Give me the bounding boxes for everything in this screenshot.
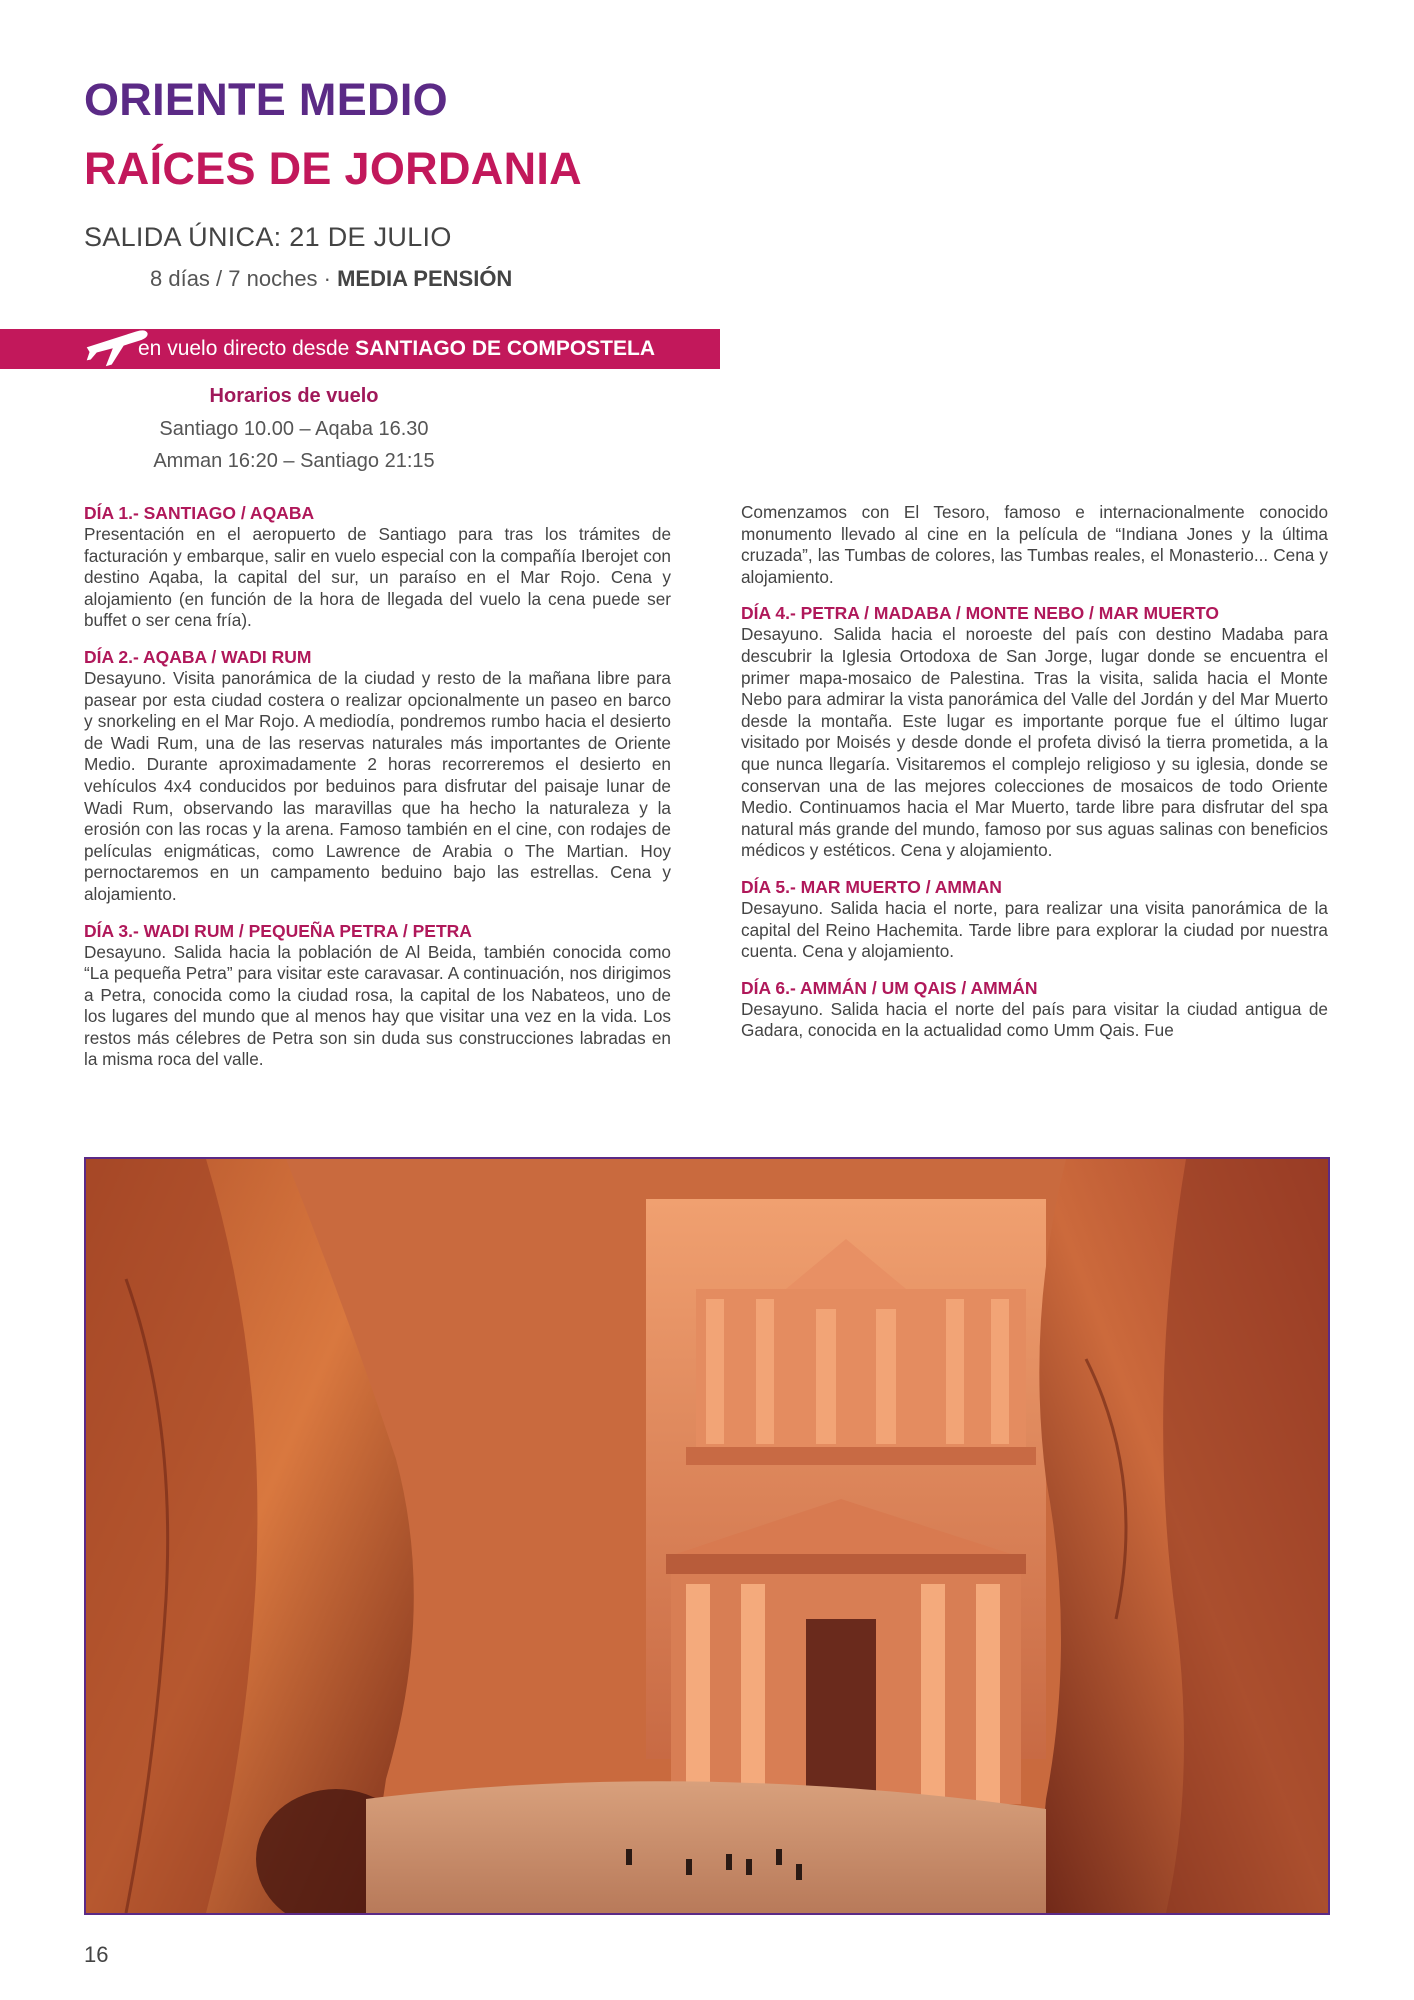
day-text: Comenzamos con El Tesoro, famoso e internacionalmente conocido monumento llevado al cine en la película de “Indiana Jones y la última cruzada”, las Tumbas de colores, las Tumbas reales, el Monasterio... Cena y alojamiento. [741,502,1328,587]
flight-band-text [138,337,655,361]
day-title: DÍA 3.- WADI RUM / PEQUEÑA PETRA / PETRA [84,920,472,941]
day-title: DÍA 2.- AQABA / WADI RUM [84,646,312,667]
flight-band [0,329,720,369]
page-number: 16 [84,1942,109,1967]
duration-line [150,266,512,292]
treasury-petra-photo [84,1157,1330,1915]
tour-title: RAÍCES DE JORDANIA [84,143,582,194]
itinerary-column-left [84,502,671,1085]
schedule-line: Santiago 10.00 – Aqaba 16.30 [159,418,429,440]
flight-origin: SANTIAGO DE COMPOSTELA [355,337,656,360]
board-type: MEDIA PENSIÓN [337,266,513,291]
day-text: Desayuno. Salida hacia el norte del país para visitar la ciudad antigua de Gadara, conocida en la actualidad como Umm Qais. Fue [741,998,1328,1041]
schedule-title: Horarios de vuelo [209,385,379,407]
departure-date: SALIDA ÚNICA: 21 DE JULIO [84,222,452,252]
duration-text: 8 días / 7 noches · [150,266,338,291]
schedule-line: Amman 16:20 – Santiago 21:15 [153,450,435,472]
itinerary-column-right [741,502,1328,1056]
day-title: DÍA 1.- SANTIAGO / AQABA [84,503,315,523]
day-title: DÍA 6.- AMMÁN / UM QAIS / AMMÁN [741,977,1038,998]
day-text: Desayuno. Salida hacia la población de Al Beida, también conocida como “La pequeña Petra” para visitar este caravasar. A continuación, nos dirigimos a Petra, conocida como la ciudad rosa, la capital de los Nabateos, uno de los lugares del mundo que al menos hay que visitar una vez en la vida. Los restos más célebres de Petra son sin duda sus construcciones labradas en la misma roca del valle. [84,941,671,1070]
day-text: Desayuno. Salida hacia el noroeste del país con destino Madaba para descubrir la Iglesia Ortodoxa de San Jorge, lugar donde se encuentra el primer mapa-mosaico de Palestina. Tras la visita, salida hacia el Monte Nebo para admirar la vista panorámica del Valle del Jordán y del Mar Muerto desde la montaña. Este lugar es importante porque fue el último lugar visitado por Moisés y desde donde el profeta divisó la tierra prometida, a la que nunca llegaría. Visitaremos el complejo religioso y su iglesia, donde se conservan una de las mejores colecciones de mosaicos de todo Oriente Medio. Continuamos hacia el Mar Muerto, tarde libre para disfrutar del spa natural más grande del mundo, famoso por sus aguas salinas con beneficios médicos y estéticos. Cena y alojamiento. [741,624,1328,861]
flight-prefix: en vuelo directo desde [138,337,356,360]
day-text: Presentación en el aeropuerto de Santiago para tras los trámites de facturación y embarque, salir en vuelo especial con la compañía Iberojet con destino Aqaba, la capital del sur, un paraíso en el Mar Rojo. Cena y alojamiento (en función de la hora de llegada del vuelo la cena puede ser buffet o ser cena fría). [84,524,671,631]
region-title: ORIENTE MEDIO [84,74,448,125]
day-text: Desayuno. Salida hacia el norte, para realizar una visita panorámica de la capital del Reino Hachemita. Tarde libre para explorar la ciudad por nuestra cuenta. Cena y alojamiento. [741,897,1328,962]
day-title: DÍA 5.- MAR MUERTO / AMMAN [741,876,1002,897]
day-text: Desayuno. Visita panorámica de la ciudad y resto de la mañana libre para pasear por esta ciudad costera o realizar opcionalmente un paseo en barco y snorkeling en el Mar Rojo. A mediodía, pondremos rumbo hacia el desierto de Wadi Rum, una de las reservas naturales más importantes de Oriente Medio. Durante aproximadamente 2 horas recorreremos el desierto en vehículos 4x4 conducidos por beduinos para disfrutar del paisaje lunar de Wadi Rum, observando las maravillas que ha hecho la naturaleza y la erosión con las rocas y la arena. Famoso también en el cine, con rodajes de películas enigmáticas, como Lawrence de Arabia o The Martian. Hoy pernoctaremos en un campamento beduino bajo las estrellas. Cena y alojamiento. [84,667,671,904]
day-title: DÍA 4.- PETRA / MADABA / MONTE NEBO / MAR MUERTO [741,603,1220,624]
